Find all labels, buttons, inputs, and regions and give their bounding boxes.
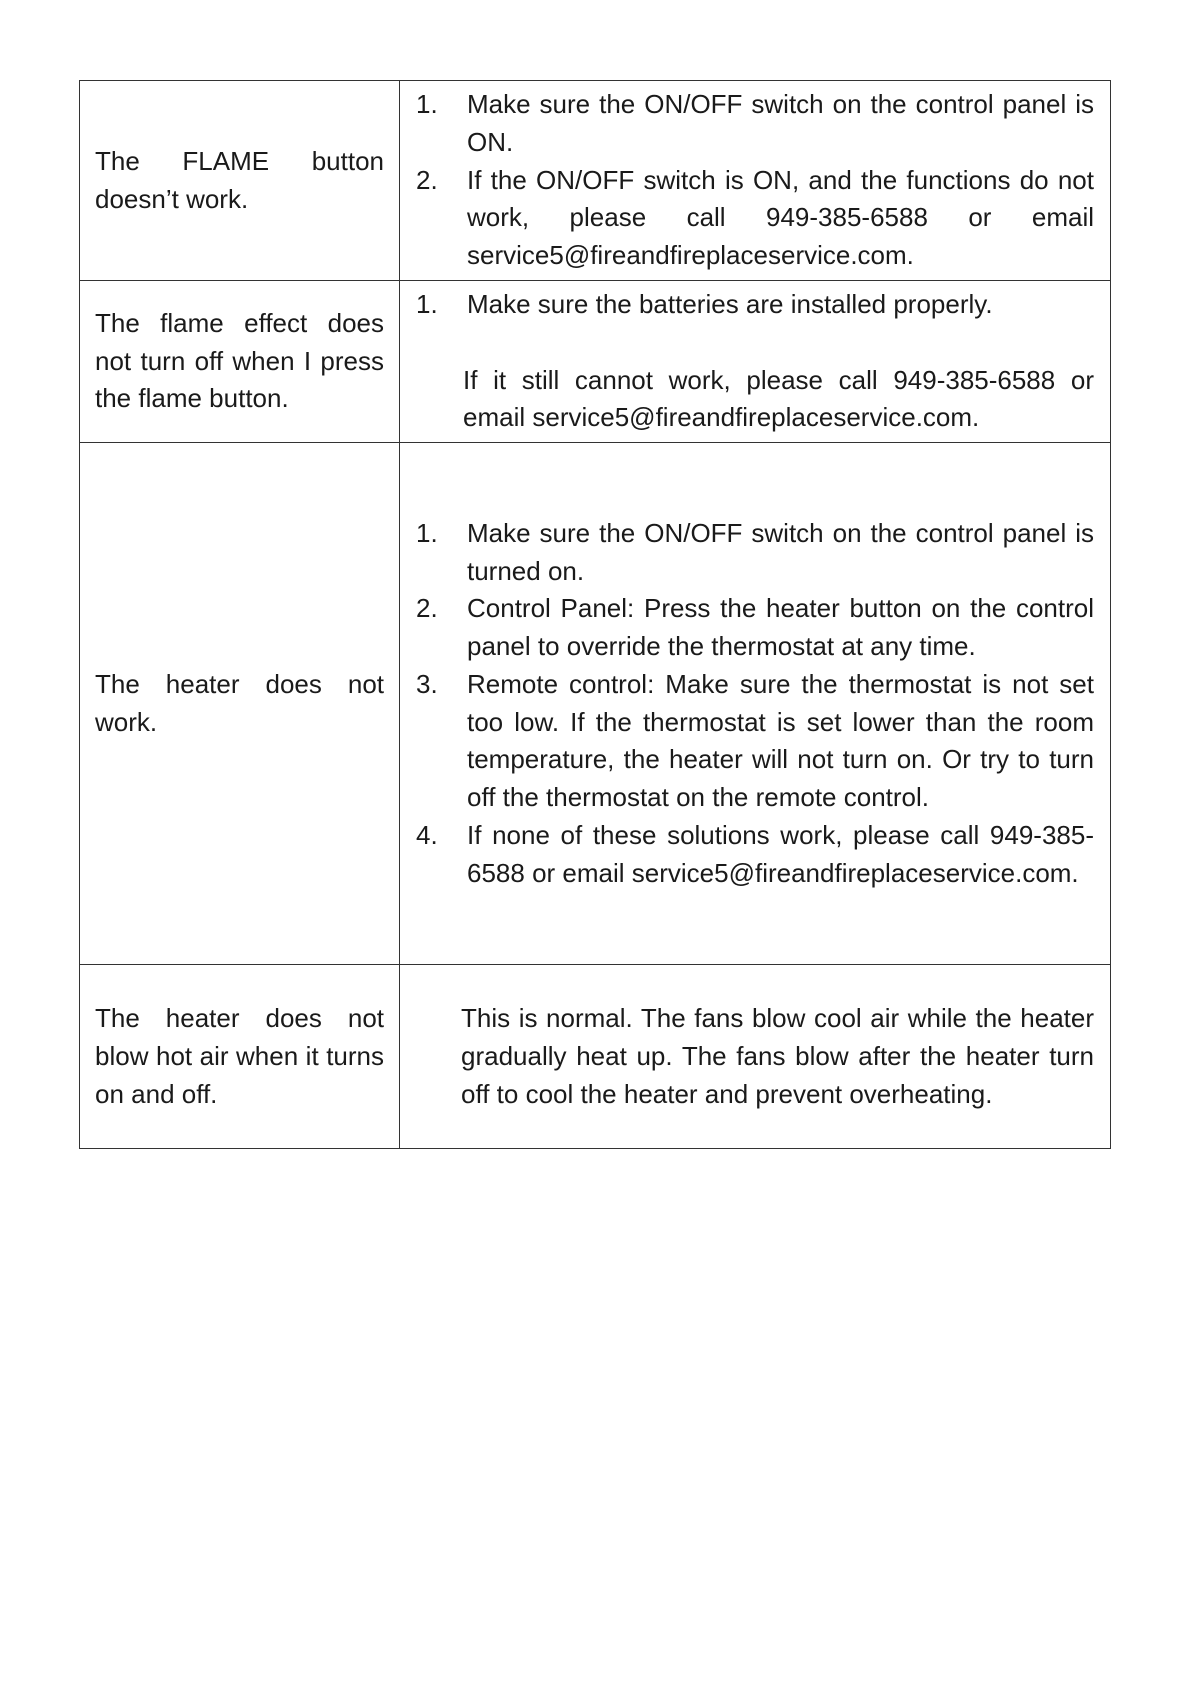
step-number: 2. xyxy=(416,164,438,195)
step-number: 1. xyxy=(416,289,438,319)
table-row xyxy=(80,965,1111,1149)
problem-text: The flame effect does not turn off when I press the flame button. xyxy=(95,307,384,414)
blank-line xyxy=(416,324,1094,362)
step-text: Make sure the ON/OFF switch on the control panel is ON. xyxy=(467,89,1094,157)
solution-steps xyxy=(416,86,1094,275)
step-number: 1. xyxy=(416,89,438,119)
solution-step xyxy=(416,817,1094,893)
table-row xyxy=(80,281,1111,443)
step-number: 1. xyxy=(416,517,438,548)
solution-step xyxy=(416,666,1094,817)
step-text: Remote control: Make sure the thermostat is not set too low. If the thermostat is set lower than the room temperature, the heater will not turn on. Or try to turn off the thermostat on the remote control. xyxy=(467,668,1094,813)
solution-cell xyxy=(400,443,1111,965)
solution-step xyxy=(416,162,1094,275)
solution-steps xyxy=(416,515,1094,893)
step-number: 4. xyxy=(416,820,438,851)
step-text: Make sure the batteries are installed properly. xyxy=(467,289,993,319)
problem-text: The heater does not blow hot air when it turns on and off. xyxy=(95,1002,384,1109)
step-number: 3. xyxy=(416,668,438,699)
problem-cell xyxy=(80,965,400,1149)
problem-cell xyxy=(80,81,400,281)
table-row xyxy=(80,443,1111,965)
solution-steps xyxy=(416,286,1094,324)
problem-cell xyxy=(80,443,400,965)
solution-cell xyxy=(400,81,1111,281)
problem-text: The heater does not work. xyxy=(95,668,384,737)
solution-step xyxy=(416,286,1094,324)
problem-cell xyxy=(80,281,400,443)
step-text: Make sure the ON/OFF switch on the control panel is turned on. xyxy=(467,517,1094,586)
solution-step xyxy=(416,515,1094,591)
step-text: Control Panel: Press the heater button on the control panel to override the thermostat at any time. xyxy=(467,593,1094,662)
solution-cell xyxy=(400,965,1111,1149)
troubleshooting-table xyxy=(79,80,1111,1149)
solution-note: If it still cannot work, please call 949-385-6588 or email service5@fireandfireplaceservice.com. xyxy=(463,364,1094,433)
table-row xyxy=(80,81,1111,281)
solution-text: This is normal. The fans blow cool air while the heater gradually heat up. The fans blow after the heater turn off to cool the heater and prevent overheating. xyxy=(461,1002,1094,1109)
solution-step xyxy=(416,86,1094,162)
problem-text: The FLAME button doesn’t work. xyxy=(95,145,384,214)
solution-step xyxy=(416,590,1094,666)
step-text: If the ON/OFF switch is ON, and the functions do not work, please call 949-385-6588 or email service5@fireandfireplaceservice.com. xyxy=(467,164,1094,271)
solution-cell xyxy=(400,281,1111,443)
step-number: 2. xyxy=(416,593,438,624)
step-text: If none of these solutions work, please call 949-385-6588 or email service5@fireandfireplaceservice.com. xyxy=(467,820,1094,888)
